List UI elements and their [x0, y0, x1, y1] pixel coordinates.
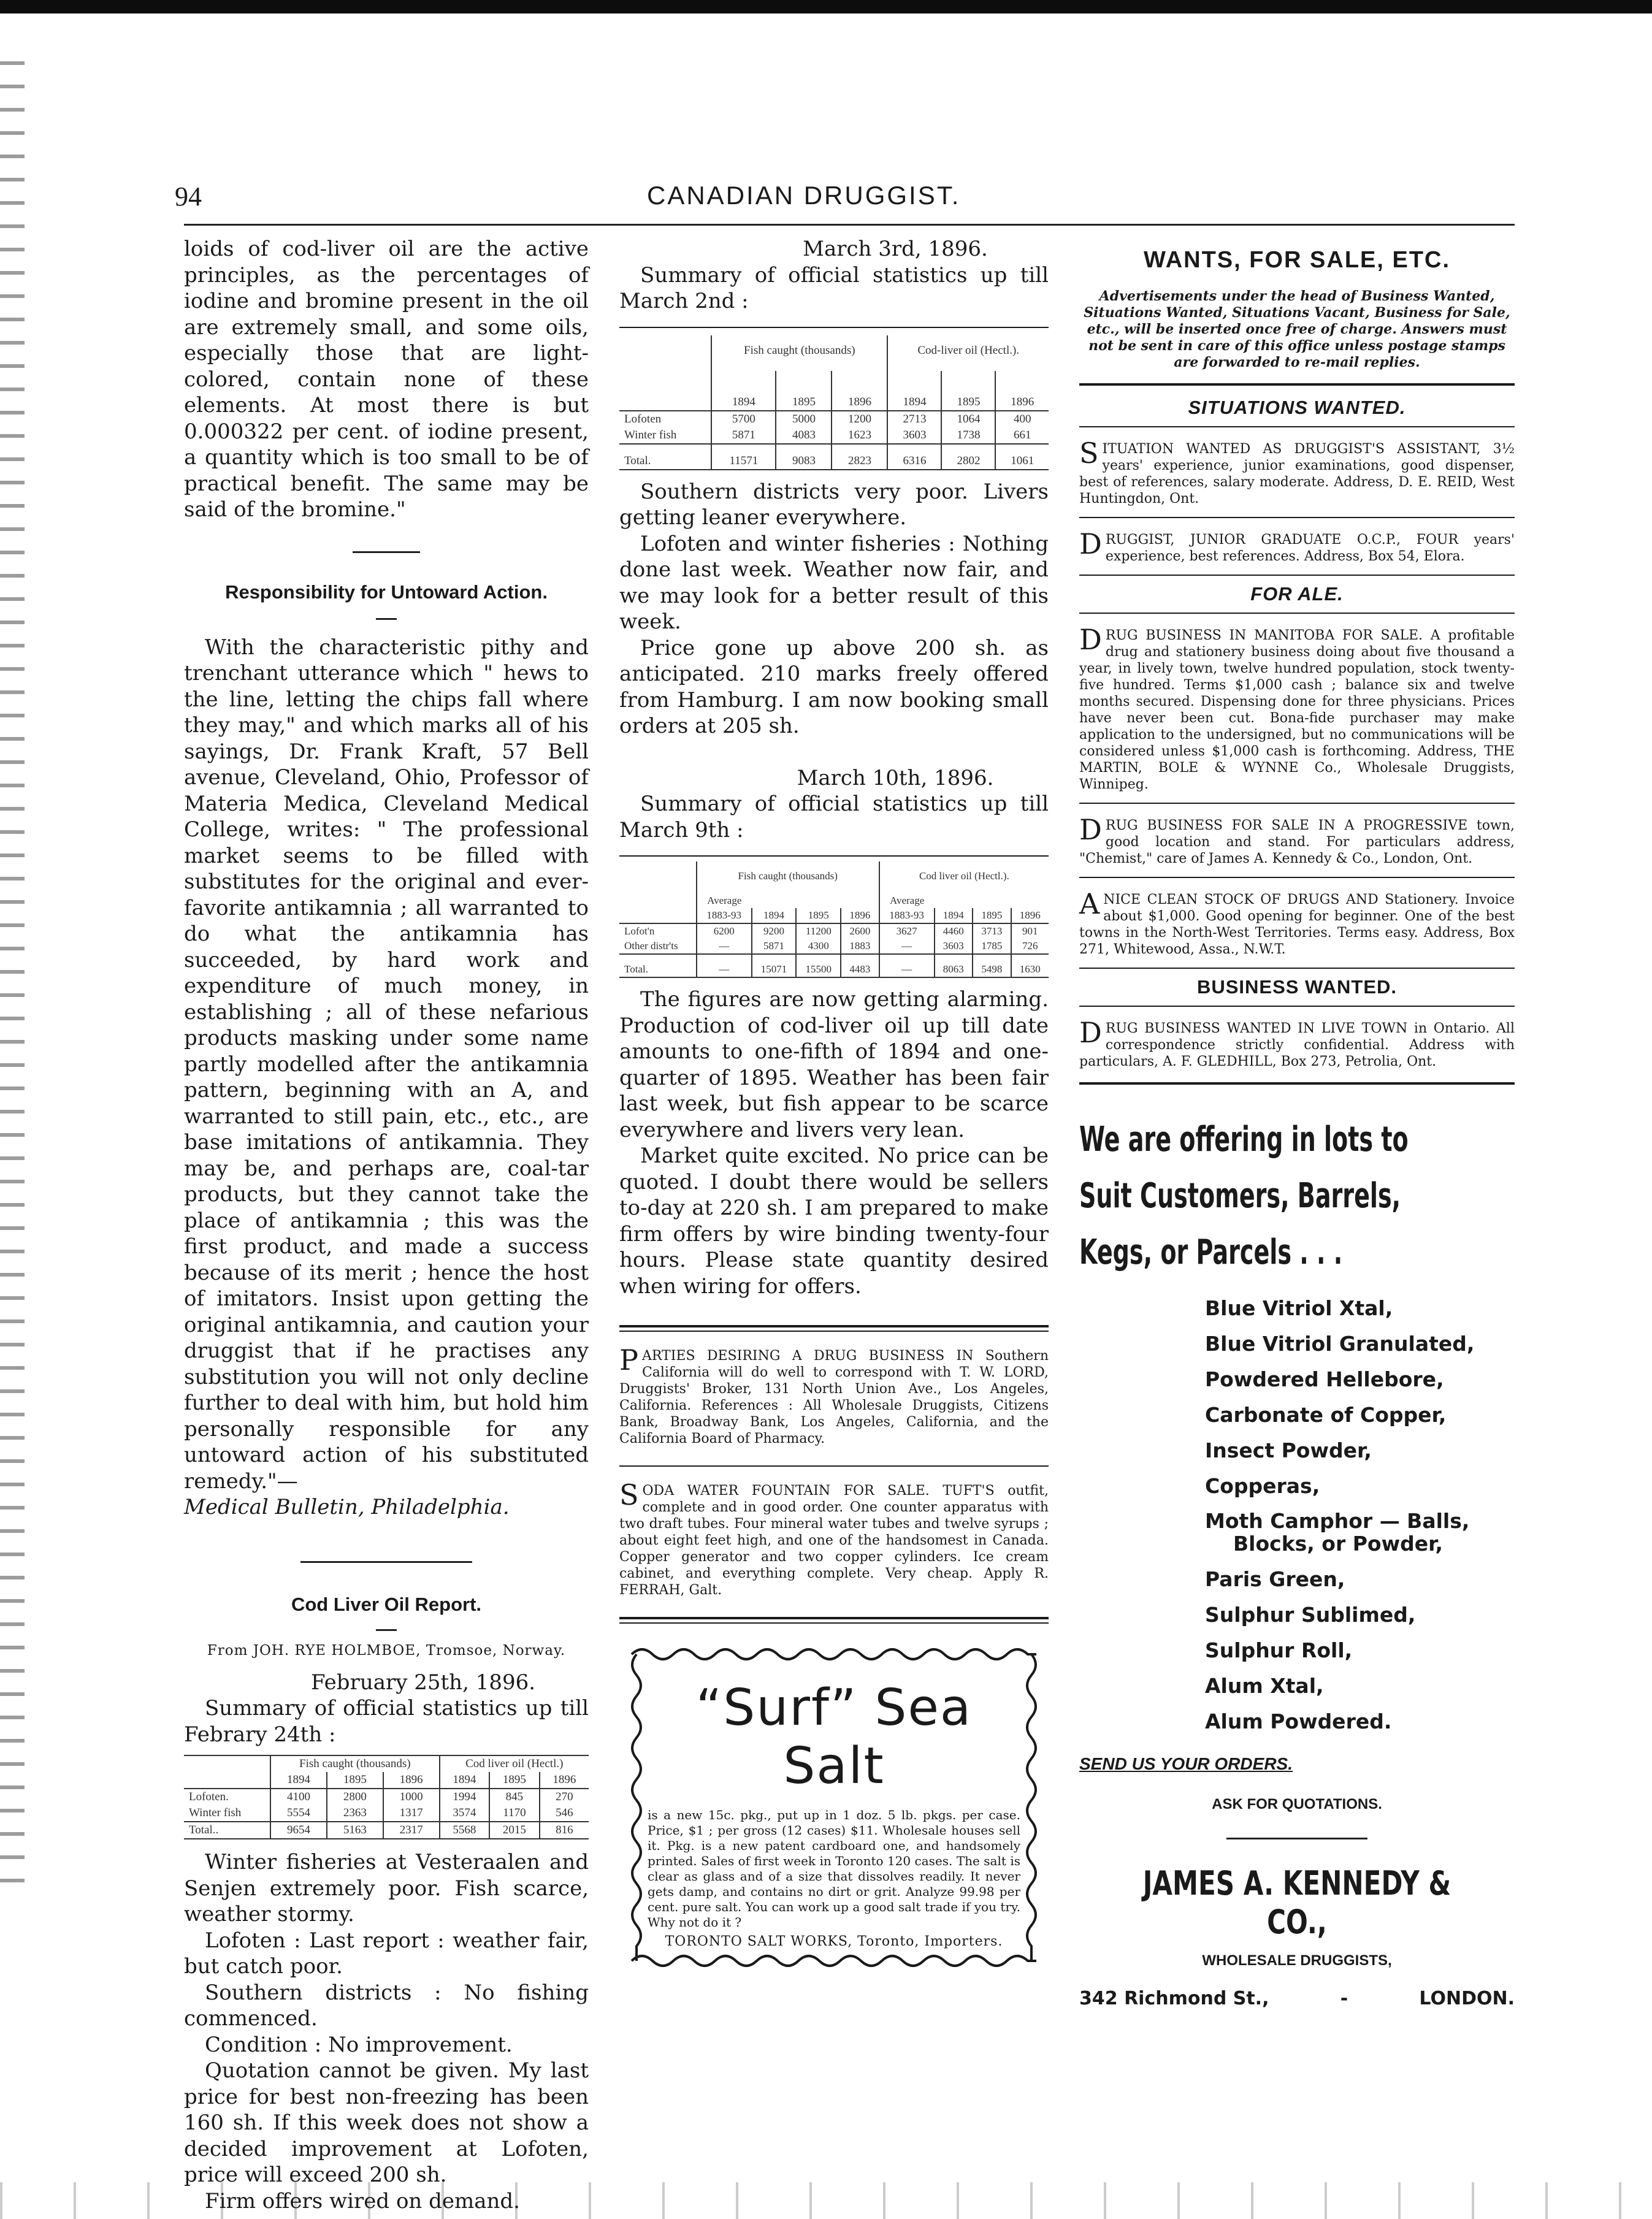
ad-manitoba-business: DRUG BUSINESS IN MANITOBA FOR SALE. A profitable drug and stationery business doing about five thousand a year, in lively town, twelve hundred population, stock twenty-five hundred. Terms $1,000 cash ; balance six and twelve months secured. Dispensing done for three physicians. Prices have never been cut. Bona-fide purchaser may make application to the undersigned, but no communications will be considered unless $1,000 cash is forthcoming. Address, THE MARTIN, BOLE & WYNNE Co., Wholesale Druggists, Winnipeg.: [1079, 623, 1515, 792]
table-row: Winter fish 5554 2363 1317 3574 1170 546: [184, 1805, 589, 1822]
list-item: Sulphur Roll,: [1205, 1638, 1353, 1662]
header-rule: [184, 224, 1515, 226]
section-rule: [1079, 383, 1515, 386]
section-rule: [1079, 426, 1515, 427]
average-label: Average: [879, 893, 935, 908]
section-rule: [300, 1561, 472, 1563]
ad-rule: [619, 1465, 1049, 1467]
mar10-report-text: The figures are now getting alarming. Production of cod-liver oil up till date amounts to one-fifth of 1894 and one-quarter of 1895. Weather has been fair last week, but fish appear to be scarce everywhere and livers very lean. Market quite excited. No price can be quoted. I doubt there would be sellers to-day at 220 sh. I am prepared to make firm offers by wire binding twenty-four hours. Please state quantity desired when wiring for offers.: [619, 987, 1049, 1299]
surf-sea-salt-ad: [625, 1642, 1042, 1973]
section-rule: [1079, 613, 1515, 614]
ad-rule: [1079, 877, 1515, 878]
firm-name: JAMES A. KENNEDY & CO.,: [1142, 1864, 1451, 1941]
year-cell: 1895: [327, 1772, 383, 1789]
section-rule: [1079, 968, 1515, 969]
mar3-stats-table: Fish caught (thousands) Cod-liver oil (Hectl.). 1894 1895 1896 1894 1895 1896 Lofoten 5700 5000 1200 2713 1064 400 Winter fish 5871 4083 1623 3603 1738 661 Total. 11571 9083 2823 6316 2802 1061: [619, 335, 1049, 470]
column-middle: [619, 236, 1049, 1973]
ad-rule: [619, 1325, 1049, 1327]
business-wanted-title: BUSINESS WANTED.: [1196, 976, 1398, 998]
group-fish: Fish caught (thousands): [697, 861, 879, 893]
list-item: Blocks, or Powder,: [1233, 1532, 1444, 1556]
ad-progressive-town: DRUG BUSINESS FOR SALE IN A PROGRESSIVE town, good location and stand. For particulars address, "Chemist," care of James A. Kennedy & Co., London, Ont.: [1079, 813, 1515, 866]
address-street: 342 Richmond St.,: [1079, 1988, 1269, 2009]
report-source: From JOH. RYE HOLMBOE, Tromsoe, Norway.: [207, 1642, 566, 1659]
article-source: Medical Bulletin, Philadelphia.: [184, 1495, 510, 1519]
feb-stats-table: [184, 1755, 589, 1839]
ad-rule: [619, 1617, 1049, 1619]
kennedy-ad: [1079, 1112, 1515, 2009]
section-rule: [1079, 1006, 1515, 1007]
surf-importer: TORONTO SALT WORKS, Toronto, Importers.: [665, 1934, 1003, 1949]
address-city: LONDON.: [1419, 1988, 1515, 2009]
surf-body: is a new 15c. pkg., put up in 1 doz. 5 lb. pkgs. per case. Price, $1 ; per gross (12 cases) $11. Wholesale houses sell it. Pkg. is a new patent cardboard one, and handsomely printed. Sales of first week in Toronto 120 cases. The salt is clear as glass and of a size that dissolves readily. It never gets damp, and contains no dirt or grit. Analyze 99.98 per cent. pure salt. You can work up a good salt trade if you try. Why not do it ?: [648, 1808, 1020, 1930]
address-dash: -: [1340, 1988, 1348, 2009]
section-rule: [1079, 575, 1515, 576]
table-row: Lofoten. 4100 2800 1000 1994 845 270: [184, 1789, 589, 1805]
feb-report-text: Winter fisheries at Vesteraalen and Senjen extremely poor. Fish scarce, weather stormy. Lofoten : Last report : weather fair, but catch poor. Southern districts : No fishing commenced. Condition : No improvement. Quotation cannot be given. My last price for best non-freezing has been 160 sh. If this week does not show a decided improvement at Lofoten, price will exceed 200 sh. Firm offers wired on demand.: [184, 1850, 589, 2213]
year-cell: 1894: [440, 1772, 490, 1789]
firm-type: WHOLESALE DRUGGISTS,: [1202, 1952, 1392, 1969]
ad-druggist-graduate: DRUGGIST, JUNIOR GRADUATE O.C.P., FOUR years' experience, best references. Address, Box 54, Elora.: [1079, 527, 1515, 564]
table-rule: [619, 327, 1049, 328]
list-item: Moth Camphor — Balls,: [1205, 1509, 1470, 1533]
send-orders: SEND US YOUR ORDERS.: [1079, 1754, 1293, 1773]
year-cell: 1895: [489, 1772, 540, 1789]
ad-rule: [619, 1622, 1049, 1624]
mar3-report-text: Southern districts very poor. Livers getting leaner everywhere. Lofoten and winter fisheries : Nothing done last week. Weather now fair, and we may look for a better result of this week. Price gone up above 200 sh. as anticipated. 210 marks freely offered from Hamburg. I am now booking small orders at 205 sh.: [619, 479, 1049, 738]
table-row-total: Total. — 15071 15500 4483 — 8063 5498 1630: [619, 954, 1049, 977]
mar3-summary: Summary of official statistics up till March 2nd :: [619, 262, 1049, 313]
firm-address: [1079, 1988, 1515, 2009]
ad-clean-stock: ANICE CLEAN STOCK OF DRUGS AND Stationery. Invoice about $1,000. Good opening for beginner. One of the best towns in the North-West Territories. Terms easy. Address, Box 271, Whitewood, Assa., N.W.T.: [1079, 887, 1515, 957]
year-cell: 1896: [540, 1772, 589, 1789]
list-item: Blue Vitriol Granulated,: [1205, 1332, 1475, 1356]
mar10-summary: Summary of official statistics up till March 9th :: [619, 792, 1049, 842]
group-fish: Fish caught (thousands): [270, 1755, 439, 1772]
journal-title: CANADIAN DRUGGIST.: [647, 181, 961, 210]
table-row-total: Total.. 9654 5163 2317 5568 2015 816: [184, 1822, 589, 1839]
table-row-total: Total. 11571 9083 2823 6316 2802 1061: [619, 444, 1049, 470]
mar10-date: March 10th, 1896.: [797, 765, 994, 790]
column-left: [184, 236, 589, 2214]
ad-parties-drug-business: PARTIES DESIRING A DRUG BUSINESS IN Southern California will do well to correspond with T. W. LORD, Druggists' Broker, 131 North Union Ave., Los Angeles, California. References : All Wholesale Druggists, Citizens Bank, Broadway Bank, Los Angeles, California, and the California Board of Pharmacy.: [619, 1343, 1049, 1446]
list-item: Sulphur Sublimed,: [1205, 1603, 1416, 1627]
ad-soda-fountain: SODA WATER FOUNTAIN FOR SALE. TUFT'S outfit, complete and in good order. One counter apparatus with two draft tubes. Four mineral water tubes and twelve syrups ; about eight feet high, and one of the handsomest in Canada. Copper generator and two copper cylinders. Ice cream cabinet, and everything complete. Very cheap. Apply R. FERRAH, Galt.: [619, 1478, 1049, 1598]
group-fish: Fish caught (thousands): [711, 335, 887, 371]
scan-left-edge: [0, 61, 25, 1901]
group-oil: Cod liver oil (Hectl.): [440, 1755, 589, 1772]
wants-note: Advertisements under the head of Business Wanted, Situations Wanted, Situations Vacant, Business for Sale, etc., will be inserted once free of charge. Answers must not be sent in care of this office unless postage stamps are forwarded to re-mail replies.: [1084, 288, 1510, 370]
product-list: [1079, 1291, 1515, 1740]
mar3-date: March 3rd, 1896.: [803, 237, 988, 261]
list-item: Paris Green,: [1205, 1567, 1345, 1591]
surf-title: “Surf” Sea Salt: [695, 1679, 973, 1795]
list-item: Alum Xtal,: [1205, 1674, 1324, 1698]
mar3-intro: [619, 236, 1049, 315]
table-row: Lofoten 5700 5000 1200 2713 1064 400: [619, 411, 1049, 427]
list-item: Powdered Hellebore,: [1205, 1367, 1444, 1391]
table-row: Lofot'n 6200 9200 11200 2600 3627 4460 3713 901: [619, 923, 1049, 939]
ad-rule: [1079, 517, 1515, 518]
list-item: Copperas,: [1205, 1474, 1320, 1498]
feb-summary: Summary of official statistics up till Febrary 24th :: [184, 1696, 589, 1747]
list-item: Insect Powder,: [1205, 1438, 1372, 1462]
responsibility-article: With the characteristic pithy and trenchant utterance which " hews to the line, letting the chips fall where they may," and which marks all of his sayings, Dr. Frank Kraft, 57 Bell avenue, Cleveland, Ohio, Professor of Materia Medica, Cleveland Medical College, writes: " The professional market seems to be filled with substitutes for the original and ever-favorite antikamnia ; all warranted to do what the antikamnia has succeeded, by hard work and expenditure of much money, in establishing ; all of these nefarious products masking under some name partly modelled after the antikamnia pattern, beginning with an A, and warranted to still pain, etc., etc., are base imitations of antikamnia. They may be, and perhaps are, coal-tar products, but they cannot take the place of antikamnia ; this was the first product, and made a success because of its merit ; hence the host of imitators. Insist upon getting the original antikamnia, and caution your druggist that if he practises any substitution you will not only decline further to deal with him, but hold him personally responsible for any untoward action of his substituted remedy."— Medical Bulletin, Philadelphia.: [184, 635, 589, 1519]
offer-line: Kegs, or Parcels . . .: [1079, 1232, 1343, 1272]
mar10-intro: [619, 765, 1049, 844]
list-item: Carbonate of Copper,: [1205, 1403, 1447, 1427]
running-head: [169, 181, 1518, 218]
list-item: Alum Powdered.: [1205, 1709, 1392, 1733]
ad-situation-assistant: SITUATION WANTED AS DRUGGIST'S ASSISTANT, 3½ years' experience, junior examinations, good dispenser, best of references, salary moderate. Address, D. E. REID, West Huntingdon, Ont.: [1079, 437, 1515, 506]
group-oil: Cod liver oil (Hectl.).: [879, 861, 1049, 893]
iodine-paragraph: loids of cod-liver oil are the active principles, as the percentages of iodine and bromine present in the oil are extremely small, and some oils, especially those that are light-colored, contain none of these elements. At most there is but 0.000322 per cent. of iodine present, a quantity which is too small to be of practical benefit. The same may be said of the bromine.": [184, 237, 589, 522]
section-rule: [1079, 1082, 1515, 1085]
offer-line: We are offering in lots to: [1079, 1120, 1409, 1159]
heading-rule: [376, 618, 397, 620]
table-rule: [619, 855, 1049, 857]
mar10-stats-table: Fish caught (thousands) Cod liver oil (Hectl.). Average Average 1883-93 1894 1895 1896 1883-93 1894 1895 1896 Lofot'n 6200 9200 11200 2600 3627 4460 3713 901 Other distr'ts — 5871 4300 1883 — 3603 1785 726 Total. — 15071 15500 4483 — 8063 5498 1630: [619, 861, 1049, 978]
section-rule: [1226, 1838, 1367, 1839]
year-cell: 1896: [383, 1772, 440, 1789]
column-right: [1079, 236, 1515, 2009]
ad-rule: [1079, 803, 1515, 804]
scan-top-border: [0, 0, 1652, 13]
heading-rule: [376, 1629, 397, 1631]
cod-report-heading: Cod Liver Oil Report.: [291, 1593, 482, 1615]
for-sale-title: FOR ALE.: [1250, 583, 1344, 605]
ad-business-wanted: DRUG BUSINESS WANTED IN LIVE TOWN in Ontario. All correspondence strictly confidential. Address with particulars, A. F. GLEDHILL, Box 273, Petrolia, Ont.: [1079, 1016, 1515, 1069]
feb-date: February 25th, 1896.: [310, 1670, 536, 1695]
wants-title: WANTS, FOR SALE, ETC.: [1143, 247, 1451, 273]
responsibility-heading: Responsibility for Untoward Action.: [225, 581, 548, 603]
feb-intro: [184, 1670, 589, 1748]
offer-line: Suit Customers, Barrels,: [1079, 1176, 1401, 1216]
list-item: Blue Vitriol Xtal,: [1205, 1296, 1393, 1320]
group-oil: Cod-liver oil (Hectl.).: [887, 335, 1049, 371]
year-cell: 1894: [270, 1772, 327, 1789]
situations-title: SITUATIONS WANTED.: [1188, 397, 1406, 418]
table-row: Winter fish 5871 4083 1623 3603 1738 661: [619, 427, 1049, 444]
ask-quotations: ASK FOR QUOTATIONS.: [1212, 1796, 1382, 1812]
page-number: 94: [175, 181, 202, 212]
table-row: Other distr'ts — 5871 4300 1883 — 3603 1785 726: [619, 939, 1049, 954]
ad-rule: [619, 1331, 1049, 1332]
average-label: Average: [697, 893, 752, 908]
section-rule: [353, 551, 420, 553]
surf-content: [648, 1679, 1020, 1949]
